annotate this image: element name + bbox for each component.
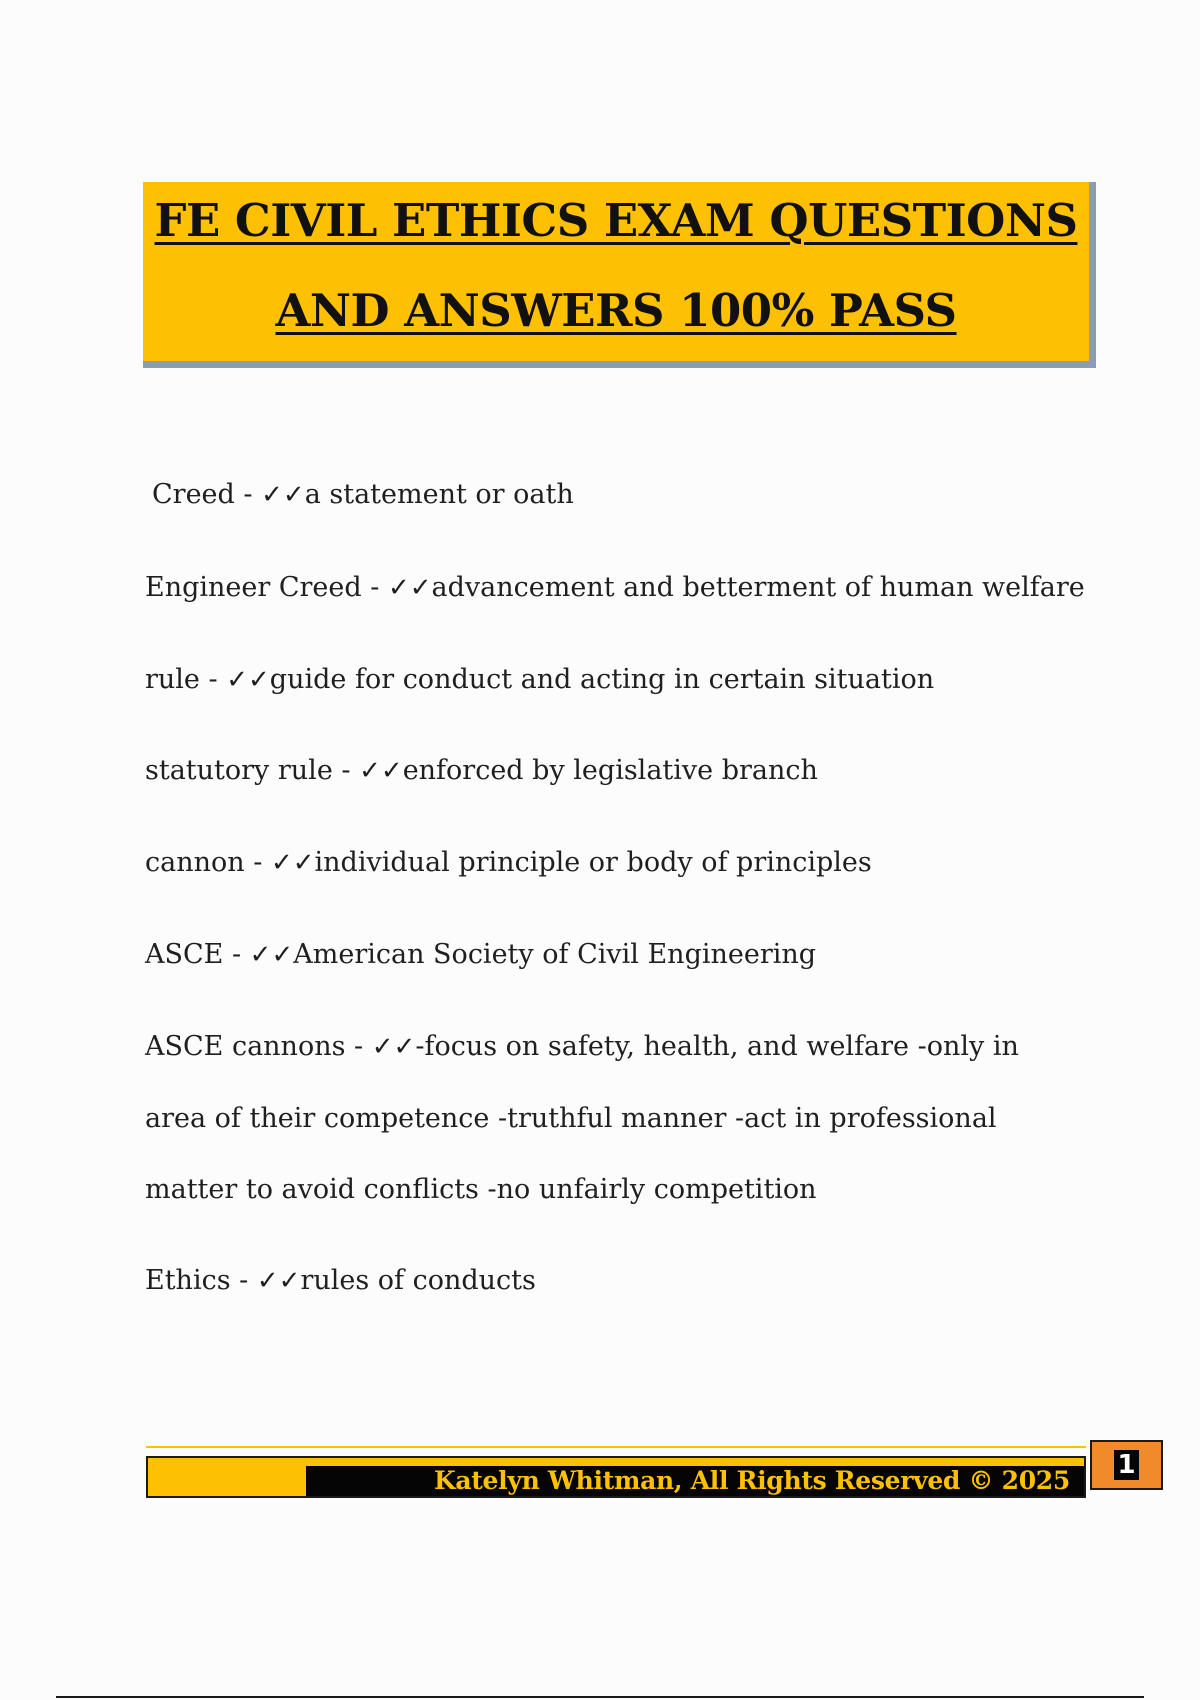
entry-separator: - xyxy=(199,664,227,695)
entry-term: ASCE xyxy=(145,939,224,970)
double-check-icon: ✓✓ xyxy=(359,756,403,786)
qa-entry-cannon xyxy=(145,848,872,878)
entry-term: Creed xyxy=(152,479,235,510)
entry-separator: - xyxy=(345,1031,372,1062)
double-check-icon: ✓✓ xyxy=(387,573,432,603)
entry-term: Ethics xyxy=(145,1265,231,1296)
entry-separator: - xyxy=(244,847,271,878)
qa-entry-statutory-rule xyxy=(145,756,818,786)
page-number: 1 xyxy=(1114,1450,1138,1480)
title-line-2: AND ANSWERS 100% PASS xyxy=(275,283,957,337)
qa-entry-ethics xyxy=(145,1266,536,1296)
qa-entry-engineer-creed xyxy=(145,573,1085,603)
entry-definition: a statement or oath xyxy=(304,479,574,510)
qa-entry-asce-cannons xyxy=(145,1011,1065,1225)
entry-term: ASCE cannons xyxy=(145,1031,346,1062)
double-check-icon: ✓✓ xyxy=(226,665,270,695)
entry-separator: - xyxy=(230,1265,257,1296)
qa-entry-asce xyxy=(145,940,816,970)
entry-term: statutory rule xyxy=(145,755,333,786)
entry-definition: advancement and betterment of human welfare xyxy=(431,572,1085,603)
entry-definition: guide for conduct and acting in certain situation xyxy=(269,664,935,695)
qa-entry-rule xyxy=(145,665,934,695)
entry-separator: - xyxy=(332,755,360,786)
entry-definition: individual principle or body of principles xyxy=(314,847,872,878)
qa-entry-creed xyxy=(152,480,574,510)
entry-definition: -focus on safety, health, and welfare -only in area of their competence -truthful manner -act in professional matter to avoid conflicts -no unfairly competition xyxy=(145,1031,1019,1205)
double-check-icon: ✓✓ xyxy=(371,1032,416,1062)
entry-term: Engineer Creed xyxy=(145,572,362,603)
entry-separator: - xyxy=(234,479,262,510)
entry-separator: - xyxy=(223,939,250,970)
double-check-icon: ✓✓ xyxy=(249,940,294,970)
footer-copyright: Katelyn Whitman, All Rights Reserved © 2025 xyxy=(433,1466,1070,1495)
entry-definition: enforced by legislative branch xyxy=(402,755,818,786)
entry-term: cannon xyxy=(145,847,245,878)
entry-separator: - xyxy=(361,572,388,603)
entry-definition: rules of conducts xyxy=(300,1265,536,1296)
double-check-icon: ✓✓ xyxy=(270,848,315,878)
entry-term: rule xyxy=(145,664,200,695)
title-line-1: FE CIVIL ETHICS EXAM QUESTIONS xyxy=(154,193,1078,247)
page-bottom-rule xyxy=(56,1696,1144,1698)
double-check-icon: ✓✓ xyxy=(261,480,305,510)
entry-definition: American Society of Civil Engineering xyxy=(293,939,817,970)
footer-rule xyxy=(146,1446,1086,1448)
page-number-box xyxy=(1090,1440,1163,1490)
double-check-icon: ✓✓ xyxy=(256,1266,301,1296)
